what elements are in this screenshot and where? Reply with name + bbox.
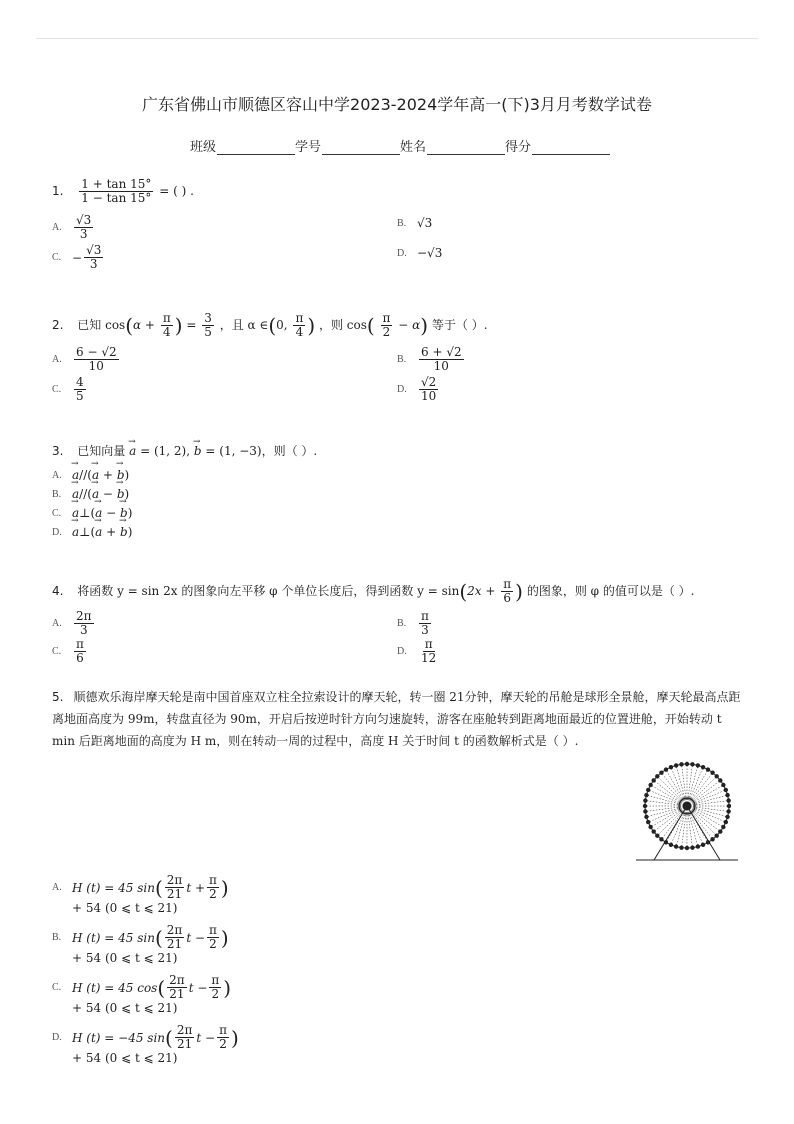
field-name: 姓名 [400,136,505,155]
q4-option-a[interactable]: A. $\frac{2\pi}{3}$ [52,609,92,637]
question-3: 3. 已知向量 → a = (1, 2), → b = (1, −3)，则（ ）. [52,442,317,460]
q1-option-c[interactable]: C. − $\frac{√3}{3}$ [52,243,102,271]
q1-option-a[interactable]: A. $\frac{√3}{3}$ [52,213,92,241]
q4-option-c[interactable]: C. $\frac{\pi}{6}$ [52,637,84,665]
q2-option-d[interactable]: D. $\frac{√2}{10}$ [397,375,437,403]
field-id: 学号 [295,136,400,155]
q5-option-d[interactable]: D. H (t) = −45 sin ( $\frac{2\pi}{21}$ t − $\frac{\pi}{2}$ ) + 54 (0 ⩽ t ⩽ 21) [52,1023,239,1065]
q3-option-a[interactable]: A. → a //( → a + → b ) [52,468,129,482]
q2-option-b[interactable]: B. $\frac{6 + √2}{10}$ [397,345,462,373]
student-info-row [190,136,610,155]
ferris-wheel-icon [632,758,742,868]
q2-option-a[interactable]: A. $\frac{6 - √2}{10}$ [52,345,117,373]
q3-option-d[interactable]: D. → a ⊥( → a + → b ) [52,525,132,539]
q1-option-d[interactable]: D. −√3 [397,246,443,260]
field-score: 得分 [505,136,610,155]
q4-option-d[interactable]: D. $\frac{\pi}{12}$ [397,637,437,665]
question-2: 2. 已知 cos(α + $\frac{\pi}{4}$ ) = $\frac{3}{5}$ ，且 α ∈(0, $\frac{\pi}{4}$ ) ，则 cos( $\frac{\pi}{2}$ − α) 等于（ ）. [52,311,488,339]
q5-option-a[interactable]: A. H (t) = 45 sin ( $\frac{2\pi}{21}$ t + $\frac{\pi}{2}$ ) + 54 (0 ⩽ t ⩽ 21) [52,873,229,915]
q3-option-b[interactable]: B. → a //( → a − → b ) [52,487,129,501]
id-blank[interactable] [322,140,400,155]
class-blank[interactable] [217,140,295,155]
q1-option-b[interactable]: B. √3 [397,216,433,230]
q3-option-c[interactable]: C. → a ⊥( → a − → b ) [52,506,132,520]
q5-option-b[interactable]: B. H (t) = 45 sin ( $\frac{2\pi}{21}$ t − $\frac{\pi}{2}$ ) + 54 (0 ⩽ t ⩽ 21) [52,923,229,965]
name-blank[interactable] [427,140,505,155]
score-blank[interactable] [532,140,610,155]
question-4: 4. 将函数 y = sin 2x 的图象向左平移 φ 个单位长度后，得到函数 y = sin(2x + $\frac{\pi}{6}$ ) 的图象，则 φ 的值可以是（ ）. [52,577,695,605]
question-5: 5. 顺德欢乐海岸摩天轮是南中国首座双立柱全拉索设计的摩天轮，转一圈 21分钟，摩天轮的吊舱是球形全景舱，摩天轮最高点距离地面高度为 99m，转盘直径为 90m，开启后按逆时针方向匀速旋转，游客在座舱转到距离地面最近的位置进舱，开始转动 t min 后距离地面的高度为 H m，则在转动一周的过程中，高度 H 关于时间 t 的函数解析式是（ ）. [52,690,741,748]
page-title: 广东省佛山市顺德区容山中学2023-2024学年高一(下)3月月考数学试卷 [142,95,652,114]
q5-option-c[interactable]: C. H (t) = 45 cos ( $\frac{2\pi}{21}$ t − $\frac{\pi}{2}$ ) + 54 (0 ⩽ t ⩽ 21) [52,973,232,1015]
q1-fraction: $\frac{1 + \tan 15^\circ}{1 - \tan 15^\circ}$ [81,177,152,205]
question-1: 1. $\frac{1 + \tan 15^\circ}{1 - \tan 15^\circ}$ = ( ) . [52,177,194,205]
field-class: 班级 [190,136,295,155]
top-divider [36,38,758,39]
q4-option-b[interactable]: B. $\frac{\pi}{3}$ [397,609,429,637]
q2-option-c[interactable]: C. $\frac{4}{5}$ [52,375,84,403]
